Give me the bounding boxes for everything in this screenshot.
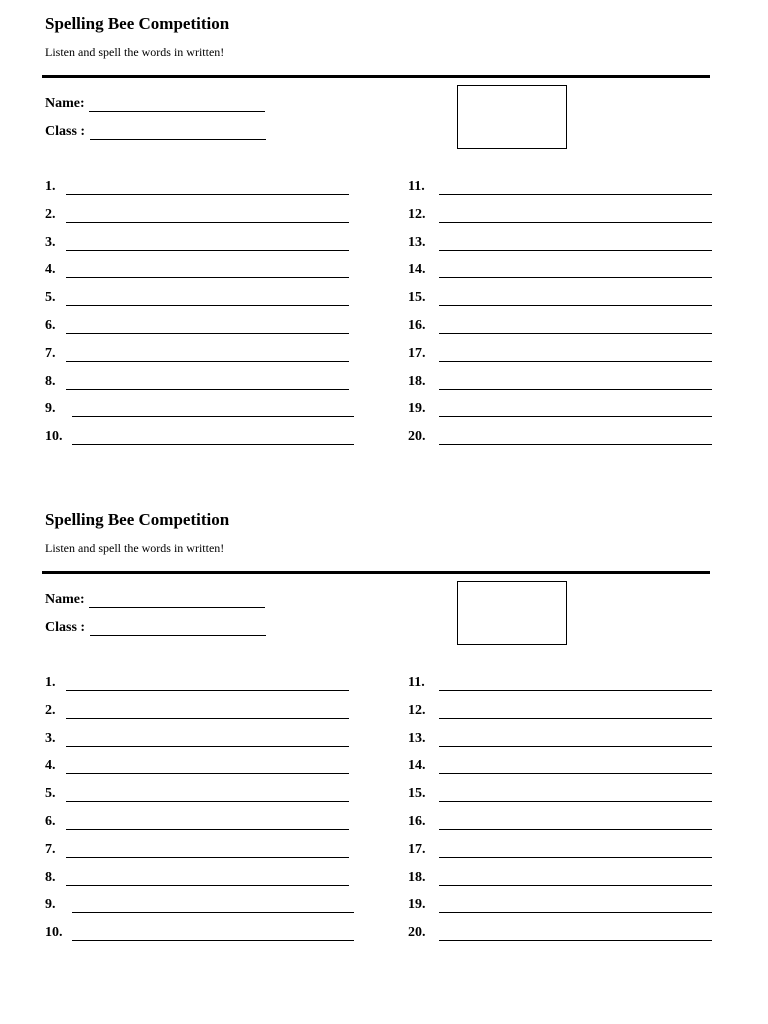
class-write-line[interactable] [90,124,266,140]
worksheet-instruction: Listen and spell the words in written! [45,541,225,555]
answer-number: 14. [408,758,426,774]
answer-line[interactable] [66,194,349,195]
answer-line[interactable] [66,690,349,691]
worksheet-title: Spelling Bee Competition [45,14,230,33]
answer-line[interactable] [66,389,349,390]
answer-line[interactable] [66,746,349,747]
answer-line[interactable] [66,718,349,719]
answer-number: 3. [45,730,56,746]
class-write-line[interactable] [90,620,266,636]
score-box[interactable] [457,581,567,645]
answer-line[interactable] [66,857,349,858]
worksheet [0,0,768,480]
worksheet [0,496,768,976]
answer-line[interactable] [439,361,712,362]
answer-number: 3. [45,234,56,250]
answer-number: 19. [408,401,426,417]
answer-line[interactable] [439,305,712,306]
answer-number: 16. [408,813,426,829]
answer-line[interactable] [72,416,354,417]
class-label: Class : [45,124,86,139]
answer-line[interactable] [72,940,354,941]
answer-line[interactable] [439,773,712,774]
answer-line[interactable] [66,277,349,278]
answer-line[interactable] [66,305,349,306]
answer-number: 7. [45,841,56,857]
worksheet-title: Spelling Bee Competition [45,510,230,529]
answer-line[interactable] [439,718,712,719]
answer-line[interactable] [66,885,349,886]
answer-number: 1. [45,179,56,194]
answer-line[interactable] [72,444,354,445]
answer-number: 17. [408,841,426,857]
answer-line[interactable] [66,773,349,774]
answer-line[interactable] [439,222,712,223]
answer-line[interactable] [66,250,349,251]
answer-line[interactable] [439,940,712,941]
answer-line[interactable] [439,746,712,747]
answer-number: 2. [45,702,56,718]
answer-line[interactable] [66,361,349,362]
header-divider [42,571,710,574]
answer-number: 11. [408,179,425,194]
answer-line[interactable] [66,222,349,223]
answer-line[interactable] [439,885,712,886]
answer-line[interactable] [439,389,712,390]
answer-line[interactable] [439,194,712,195]
answer-line[interactable] [66,333,349,334]
class-field [45,620,266,638]
answer-number: 10. [45,429,63,445]
answer-line[interactable] [439,690,712,691]
answer-line[interactable] [66,829,349,830]
answer-number: 10. [45,925,63,941]
answer-number: 18. [408,869,426,885]
answer-number: 20. [408,925,426,941]
answer-number: 7. [45,345,56,361]
answer-line[interactable] [72,912,354,913]
answer-number: 11. [408,675,425,690]
answer-number: 5. [45,290,56,306]
answer-number: 8. [45,869,56,885]
answer-number: 2. [45,206,56,222]
answer-number: 9. [45,897,56,913]
answer-number: 14. [408,262,426,278]
answer-number: 13. [408,234,426,250]
answer-line[interactable] [439,857,712,858]
answer-number: 17. [408,345,426,361]
answer-number: 8. [45,373,56,389]
answer-number: 16. [408,317,426,333]
answer-line[interactable] [439,416,712,417]
answer-line[interactable] [439,250,712,251]
answer-number: 15. [408,786,426,802]
class-label: Class : [45,620,86,635]
answer-line[interactable] [66,801,349,802]
answer-number: 15. [408,290,426,306]
score-box[interactable] [457,85,567,149]
answer-number: 1. [45,675,56,690]
answer-number: 20. [408,429,426,445]
answer-line[interactable] [439,444,712,445]
answer-line[interactable] [439,801,712,802]
header-divider [42,75,710,78]
answer-number: 4. [45,262,56,278]
answer-number: 18. [408,373,426,389]
name-label: Name: [45,96,85,111]
name-field [45,96,265,114]
answer-number: 13. [408,730,426,746]
name-write-line[interactable] [89,592,265,608]
answer-number: 5. [45,786,56,802]
answer-line[interactable] [439,277,712,278]
answer-number: 9. [45,401,56,417]
name-label: Name: [45,592,85,607]
answer-number: 6. [45,813,56,829]
answer-number: 19. [408,897,426,913]
answer-number: 12. [408,206,426,222]
answer-number: 4. [45,758,56,774]
class-field [45,124,266,142]
answer-line[interactable] [439,333,712,334]
worksheet-instruction: Listen and spell the words in written! [45,45,225,59]
name-field [45,592,265,610]
name-write-line[interactable] [89,96,265,112]
answer-number: 12. [408,702,426,718]
answer-line[interactable] [439,912,712,913]
answer-number: 6. [45,317,56,333]
answer-line[interactable] [439,829,712,830]
